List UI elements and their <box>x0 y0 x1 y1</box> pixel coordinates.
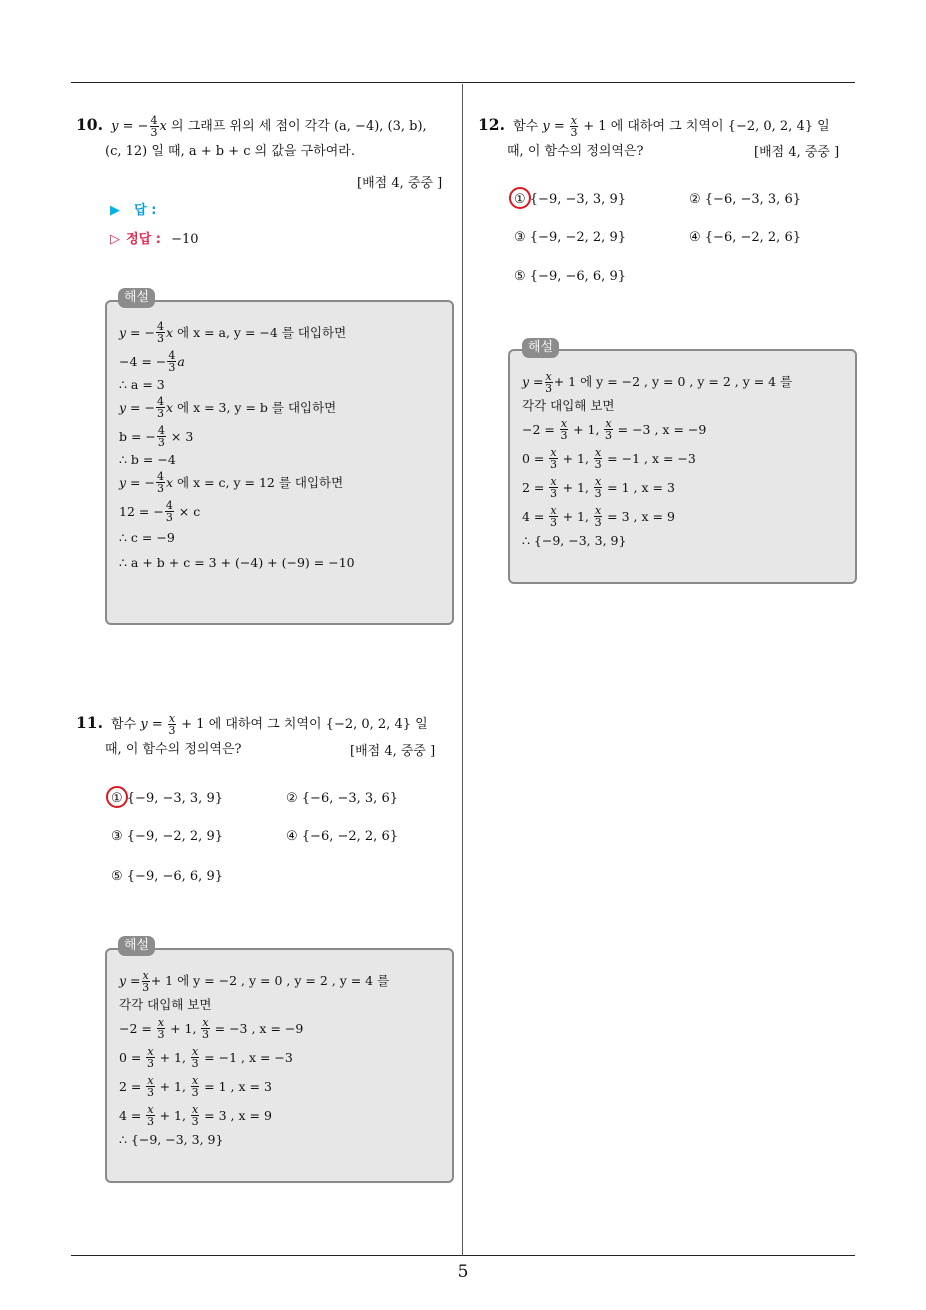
q11-line2: 때, 이 함수의 정의역은? <box>105 742 242 757</box>
q11-selected-circle <box>106 786 128 808</box>
q10-explanation-tag: 해설 <box>118 288 155 308</box>
q11-number: 11. <box>76 713 103 732</box>
fraction: $\frac{4}{3}$ <box>150 114 158 139</box>
q11-option-3[interactable]: ③ {−9, −2, 2, 9} <box>111 829 223 844</box>
bottom-rule <box>71 1255 855 1256</box>
q12-line2: 때, 이 함수의 정의역은? <box>507 144 644 159</box>
q11-stem: 11. 함수 y = $\frac{x}{3}$ + 1 에 대하여 그 치역이 {−2, 0, 2, 4} 일 때, 이 함수의 정의역은? <box>76 712 428 757</box>
q12-explanation-tag: 해설 <box>522 338 559 358</box>
q11-option-2[interactable]: ② {−6, −3, 3, 6} <box>286 791 398 806</box>
q12-number: 12. <box>478 115 505 134</box>
q11-explanation-box: y = $\frac{x}{3}$ + 1 에 y = −2 , y = 0 , y = 2 , y = 4 를 각각 대입해 보면 −2 = $\frac{x}{3}$ + 1, $\frac{x}{3}$ = −3 , x = −9 0 = $\frac{x}{3}$ + 1, $\frac{x}{3}$ = −1 , x = −3 2 = $\frac{x}{3}$ + 1, $\frac{x}{3}$ = 1 , x = 3 4 = $\frac{x}{3}$ + 1, $\frac{x}{3}$ = 3 , x = 9 ∴ {−9, −3, 3, 9} <box>105 948 454 1183</box>
q11-option-4[interactable]: ④ {−6, −2, 2, 6} <box>286 829 398 844</box>
top-rule <box>71 82 855 83</box>
q11-score: [배점 4, 중중 ] <box>350 744 436 759</box>
q10-number: 10. <box>76 115 103 134</box>
q11-option-5[interactable]: ⑤ {−9, −6, 6, 9} <box>111 869 223 884</box>
play-triangle-icon: ▶ <box>110 203 120 218</box>
q10-correct-line <box>110 228 199 247</box>
q10-answer-line <box>110 199 156 218</box>
q11-explanation-tag: 해설 <box>118 936 155 956</box>
q12-option-4[interactable]: ④ {−6, −2, 2, 6} <box>689 230 801 245</box>
q12-explanation-box: y = $\frac{x}{3}$ + 1 에 y = −2 , y = 0 , y = 2 , y = 4 를 각각 대입해 보면 −2 = $\frac{x}{3}$ + 1, $\frac{x}{3}$ = −3 , x = −9 0 = $\frac{x}{3}$ + 1, $\frac{x}{3}$ = −1 , x = −3 2 = $\frac{x}{3}$ + 1, $\frac{x}{3}$ = 1 , x = 3 4 = $\frac{x}{3}$ + 1, $\frac{x}{3}$ = 3 , x = 9 ∴ {−9, −3, 3, 9} <box>508 349 857 584</box>
q11-option-1[interactable]: ① {−9, −3, 3, 9} <box>111 791 223 806</box>
q10-explanation-box: y = − $\frac{4}{3}$ x 에 x = a, y = −4 를 대입하면 −4 = − $\frac{4}{3}$ a ∴ a = 3 y = − $\frac{4}{3}$ x 에 x = 3, y = b 를 대입하면 b = − $\frac{4}{3}$ × 3 ∴ b = −4 y = − $\frac{4}{3}$ x 에 x = c, y = 12 를 대입하면 12 = − $\frac{4}{3}$ × c ∴ c = −9 ∴ a + b + c = 3 + (−4) + (−9) = −10 <box>105 300 454 625</box>
q12-stem: 12. 함수 y = $\frac{x}{3}$ + 1 에 대하여 그 치역이 {−2, 0, 2, 4} 일 때, 이 함수의 정의역은? <box>478 114 830 159</box>
q12-score: [배점 4, 중중 ] <box>754 145 840 160</box>
correct-value: −10 <box>171 232 199 247</box>
q12-selected-circle <box>509 187 531 209</box>
q12-option-1[interactable]: ① {−9, −3, 3, 9} <box>514 192 626 207</box>
q12-option-2[interactable]: ② {−6, −3, 3, 6} <box>689 192 801 207</box>
page-number: 5 <box>457 1262 469 1282</box>
correct-label: 정답 : <box>126 232 161 247</box>
column-divider <box>462 84 463 1256</box>
q10-stem: 10. y = − $\frac{4}{3}$ x 의 그래프 위의 세 점이 각각 (a, −4), (3, b), (c, 12) 일 때, a + b + c 의 값을 구하여라. <box>76 114 427 159</box>
q10-line2: (c, 12) 일 때, a + b + c 의 값을 구하여라. <box>105 144 355 159</box>
q12-option-5[interactable]: ⑤ {−9, −6, 6, 9} <box>514 269 626 284</box>
answer-label: 답 : <box>134 203 157 218</box>
outline-triangle-icon: ▷ <box>110 232 120 247</box>
q10-score: [배점 4, 중중 ] <box>357 176 443 191</box>
q12-option-3[interactable]: ③ {−9, −2, 2, 9} <box>514 230 626 245</box>
